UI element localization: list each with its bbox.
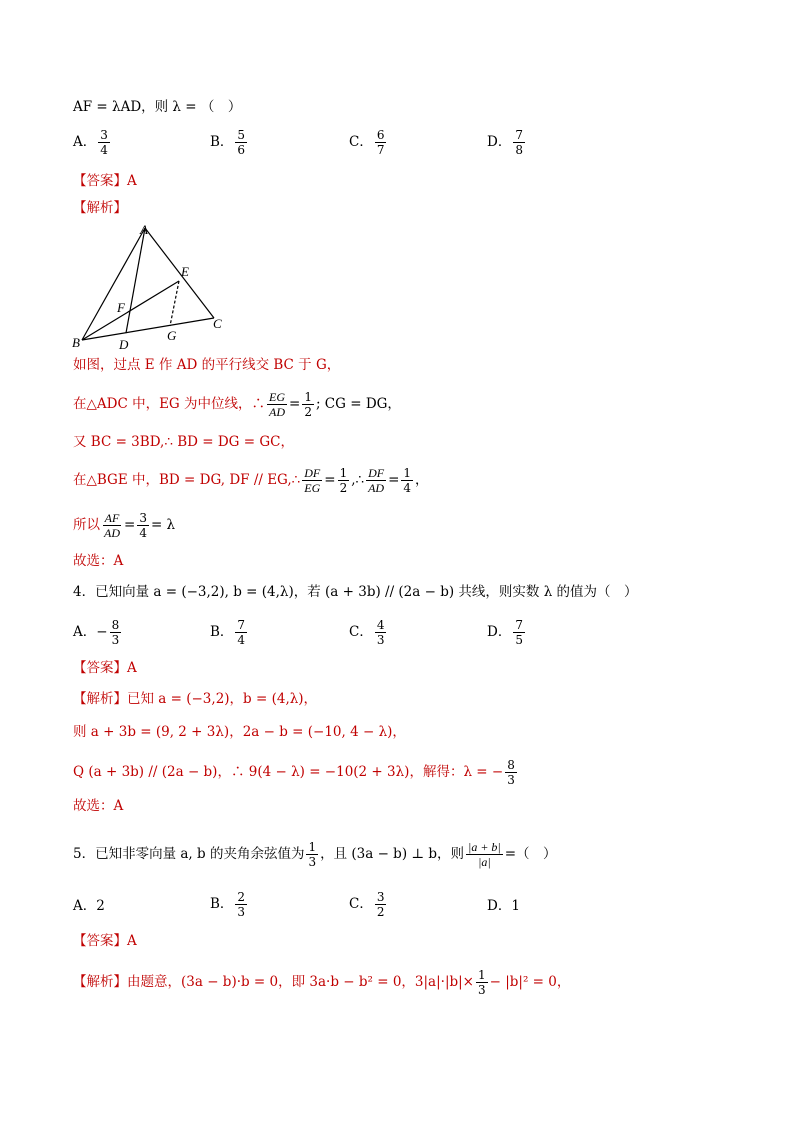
analysis-text: Q (a + 3b) // (2a − b)，∴ 9(4 − λ) = −10(2 + 3λ)，解得：λ = − (73, 764, 504, 780)
q5-analysis: 【解析】由题意，(3a − b)·b = 0，即 3a·b − b² = 0，3|a|·|b|× $\frac{1}{3}$ − |b|² = 0， (73, 968, 571, 997)
q3-conclusion: 故选：A (73, 553, 124, 569)
analysis-text: 已知 a = (−3,2)，b = (4,λ)， (127, 691, 318, 707)
label-c: C (213, 316, 222, 331)
q5-option-c (349, 890, 388, 919)
option-label: C． (349, 896, 373, 912)
q4-analysis-2: 则 a + 3b = (9, 2 + 3λ)，2a − b = (−10, 4 − λ)， (73, 724, 406, 740)
frac-den: 3 (111, 633, 120, 647)
frac-den: 2 (376, 905, 385, 919)
frac-num: 2 (237, 890, 246, 904)
label-d: D (119, 337, 129, 352)
q3-option-d (487, 128, 527, 157)
q3-option-a (73, 128, 112, 157)
option-value: 2 (96, 898, 105, 914)
frac-num: 7 (515, 128, 523, 142)
stem-text: ，且 (3a − b) ⊥ b，则 (320, 846, 465, 862)
step-text: 在△BGE 中，BD = DG, DF // EG,∴ (73, 472, 301, 488)
frac-den: 8 (515, 143, 523, 157)
q4-option-b (210, 618, 249, 647)
label-a: A (140, 222, 148, 237)
analysis-tag: 【解析】 (73, 974, 127, 990)
frac-num: 8 (507, 758, 515, 772)
q3-step-5: 所以 $\frac{AF}{AD}$ = $\frac{3}{4}$ = λ (73, 511, 176, 540)
q3-option-b (210, 128, 249, 157)
answer-value: A (127, 173, 137, 189)
frac-num: 5 (237, 128, 246, 142)
frac-den: 6 (237, 143, 246, 157)
option-label: D． (487, 898, 512, 914)
q4-stem: 4．已知向量 a = (−3,2), b = (4,λ)，若 (a + 3b) // (2a − b) 共线，则实数 λ 的值为（ ） (73, 584, 638, 600)
stem-text: 5．已知非零向量 a, b 的夹角余弦值为 (73, 846, 305, 862)
option-label: B． (210, 624, 234, 640)
frac-num: 7 (237, 618, 246, 632)
frac-num: 7 (515, 618, 523, 632)
q4-option-c (349, 618, 388, 647)
q5-answer (73, 931, 137, 951)
frac-num: 3 (376, 890, 385, 904)
triangle-figure (70, 220, 240, 355)
q4-conclusion: 故选：A (73, 798, 124, 814)
option-label: B． (210, 896, 234, 912)
frac-num: 6 (376, 128, 385, 142)
frac-den: 3 (507, 773, 515, 787)
step-tail: = λ (150, 517, 176, 533)
q3-step-4: 在△BGE 中，BD = DG, DF // EG,∴ $\frac{DF}{EG}$ = $\frac{1}{2}$ ,∴ $\frac{DF}{AD}$ = $\frac{1}{4}$ ， (73, 466, 429, 495)
segment-ab (82, 228, 145, 340)
analysis-tag: 【解析】 (73, 691, 127, 707)
q3-stem-tail: AF = λAD，则 λ = （ ） (73, 99, 242, 115)
option-label: A． (73, 898, 97, 914)
q4-option-d (487, 618, 527, 647)
option-label: C． (349, 134, 373, 150)
segment-ac (145, 228, 214, 318)
option-label: B． (210, 134, 234, 150)
q3-step-3: 又 BC = 3BD,∴ BD = DG = GC， (73, 434, 294, 450)
step-mid: ,∴ (351, 472, 365, 488)
frac-num: 4 (376, 618, 385, 632)
frac-den: 7 (376, 143, 385, 157)
segment-be (82, 281, 179, 340)
answer-tag: 【答案】 (73, 173, 127, 189)
segment-eg-dashed (170, 281, 179, 326)
analysis-text: 由题意，(3a − b)·b = 0，即 3a·b − b² = 0，3|a|·|b|× (127, 974, 474, 990)
q4-answer (73, 658, 137, 678)
frac-num: 8 (111, 618, 120, 632)
q3-analysis-tag (73, 198, 127, 218)
frac-den: 4 (237, 633, 246, 647)
option-sign: − (96, 624, 108, 640)
q3-step-2: 在△ADC 中，EG 为中位线，∴ $\frac{EG}{AD}$ = $\frac{1}{2}$ ; CG = DG， (73, 390, 401, 419)
option-value: 1 (511, 898, 520, 914)
q4-option-a (73, 618, 123, 647)
analysis-text: − |b|² = 0， (489, 974, 571, 990)
frac-num: 3 (100, 128, 108, 142)
q5-option-d (487, 896, 520, 916)
option-label: C． (349, 624, 373, 640)
option-label: A． (73, 134, 97, 150)
frac-den: 5 (515, 633, 523, 647)
step-text: 所以 (73, 517, 100, 533)
frac-den: 3 (376, 633, 385, 647)
option-label: D． (487, 134, 512, 150)
analysis-tag: 【解析】 (73, 200, 127, 216)
q3-step-1: 如图，过点 E 作 AD 的平行线交 BC 于 G， (73, 357, 341, 373)
q3-answer (73, 171, 137, 191)
label-b: B (72, 335, 80, 350)
label-g: G (167, 328, 177, 343)
q5-option-b (210, 890, 249, 919)
q3-option-c (349, 128, 388, 157)
frac-den: 3 (237, 905, 246, 919)
answer-value: A (127, 933, 137, 949)
segment-bc (82, 318, 214, 340)
label-f: F (117, 300, 125, 315)
q5-stem: 5．已知非零向量 a, b 的夹角余弦值为 $\frac{1}{3}$ ，且 (3a − b) ⊥ b，则 $\frac{|a + b|}{|a|}$ =（ ） (73, 840, 557, 869)
answer-tag: 【答案】 (73, 933, 127, 949)
q4-analysis-1 (73, 689, 317, 709)
answer-value: A (127, 660, 137, 676)
q5-option-a (73, 896, 105, 916)
q4-analysis-3 (73, 758, 519, 787)
step-tail: ; CG = DG， (315, 396, 401, 412)
option-label: A． (73, 624, 97, 640)
frac-den: 4 (100, 143, 108, 157)
step-text: 在△ADC 中，EG 为中位线，∴ (73, 396, 266, 412)
stem-text: =（ ） (504, 846, 557, 862)
answer-tag: 【答案】 (73, 660, 127, 676)
option-label: D． (487, 624, 512, 640)
label-e: E (181, 264, 189, 279)
